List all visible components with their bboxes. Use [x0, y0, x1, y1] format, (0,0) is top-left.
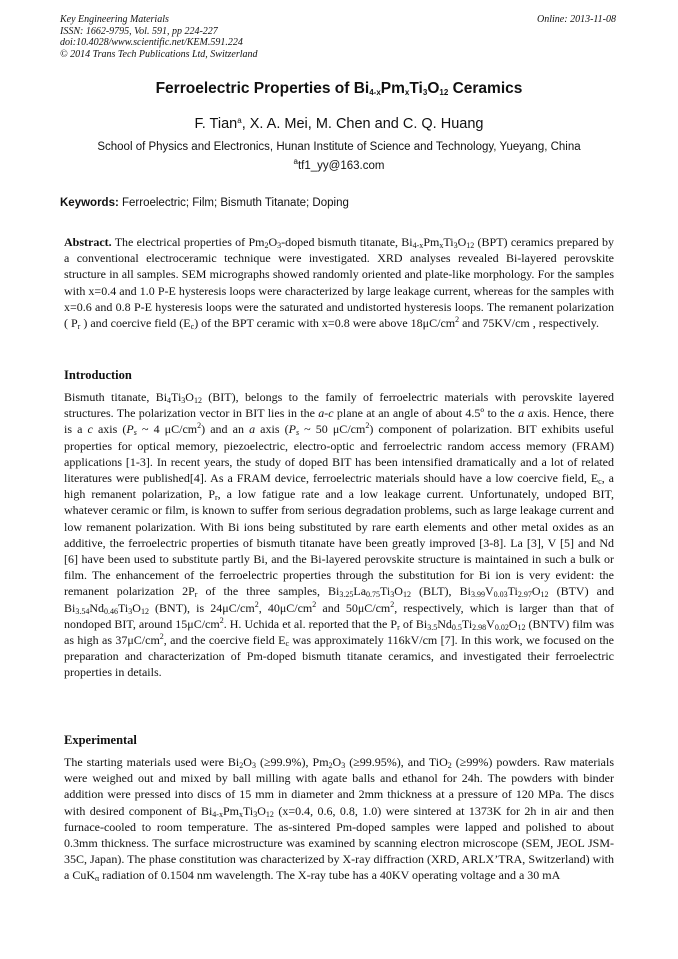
issn-line: ISSN: 1662-9795, Vol. 591, pp 224-227: [60, 25, 218, 37]
experimental-paragraph: The starting materials used were $Bi_2O_3$ (≥99.9%), $Pm_2O_3$ (≥99.95%), and TiO$_2$ (≥99%) powders. Raw materials were weighed out and mixed by ball milling with agate balls and ethanol for 24h. The powders with binder addition were pressed into discs of 15 mm in diameter and 2mm thickness at a pressure of 120 MPa. The discs with desired component of $Bi_{4-x}Pm_xTi_3O_{12}$ (x=0.4, 0.6, 0.8, 1.0) were sintered at 1373K for 2h in air and then furnace-cooled to room temperature. The as-sintered Pm-doped samples were lapped and polished to about 0.3mm thickness. The surface microstructure was examined by scanning electron microscope (SEM, JEOL JSM-35C, Japan). The phase constitution was characterized by X-ray diffraction (XRD, ARLX’TRA, Switzerland) with a CuK$_\alpha$ radiation of 0.1504 nm wavelength. The X-ray tube has a 40KV operating voltage and a 30 mA: [64, 755, 615, 884]
online-date: Online: 2013-11-08: [537, 14, 616, 25]
introduction-paragraph: Bismuth titanate, $Bi_4Ti_3O_{12}$ (BIT), belongs to the family of ferroelectric materials with perovskite layered structures. The polarization vector in BIT lies in the a-c plane at an angle of about 4.5º to the a axis. Hence, there is a c axis ($P_s$ ~ 4 $\mu C/cm^2$) and an a axis ($P_s$ ~ 50 $\mu C/cm^2$) component of polarization. BIT exhibits useful properties for optical memory, piezoelectric, electro-optic and ferroelectric random access memory (FRAM) applications [1-3]. In recent years, the study of doped BIT has been intensified dramatically and a lot of related literatures were published[4]. As a FRAM device, ferroelectric materials should have a low coercive field, $E_c$, a high remanent polarization, $P_r$, a low fatigue rate and a low leakage current. Unfortunately, undoped BIT, whatever ceramic or film, is known to suffer from serious degradation problems, such as large leakage current and low remanent polarization. With Bi ions being substituted by rare earth elements and other metal oxides as an additive, the ferroelectric properties of bismuth titanate have been greatly improved [3-8]. La [3], V [5] and Nd [6] have been used to substitute partly Bi, and the Bi-layered perovskite structure is maintained in such a bulk or film. The enhancement of the ferroelectric properties through the substitution for Bi ion is very evident: the remanent polarization $2P_r$ of the three samples, $Bi_{3.25}La_{0.75}Ti_3O_{12}$ (BLT), $Bi_{3.99}V_{0.03}Ti_{2.97}O_{12}$ (BTV) and $Bi_{3.54}Nd_{0.46}Ti_3O_{12}$ (BNT), is $24\mu C/cm^2$, $40\mu C/cm^2$ and $50\mu C/cm^2$, respectively, which is larger than that of nondoped BIT, around $15\mu C/cm^2$. H. Uchida et al. reported that the $P_r$ of $Bi_{3.5}Nd_{0.5}Ti_{2.98}V_{0.02}O_{12}$ (BNTV) film was as high as $37\mu C/cm^2$, and the coercive field $E_c$ was approximately 116kV/cm [7]. In this work, we focused on the preparation and characterization of Pm-doped bismuth titanate ceramics, and investigated their ferroelectric properties in details.: [64, 390, 615, 680]
doi-line: doi:10.4028/www.scientific.net/KEM.591.224: [60, 37, 243, 48]
keywords-text: Ferroelectric; Film; Bismuth Titanate; Doping: [118, 197, 349, 209]
abstract-text: The electrical properties of $Pm_2O_3$-doped bismuth titanate, $Bi_{4-x}Pm_xTi_3O_{12}$ (BPT) ceramics prepared by a conventional electroceramic technique were investigated. XRD analyses revealed Bi-layered perovskite structure in all samples. SEM micrographs showed randomly oriented and plate-like morphology. For the samples with x=0.4 and 1.0 P-E hysteresis loops were characterized by large leakage current, whereas for the samples with x=0.6 and 0.8 P-E hysteresis loops were the saturated and undistorted hysteresis loops. The remanent polarization ( $P_r$ ) and coercive field $(E_c)$ of the BPT ceramic with x=0.8 were above $18\mu C/cm^2$ and 75KV/cm , respectively.: [64, 235, 614, 332]
introduction-heading: Introduction: [64, 368, 132, 382]
experimental-heading: Experimental: [64, 733, 137, 747]
abstract-label: Abstract.: [64, 235, 112, 249]
keywords-line: [60, 197, 618, 209]
author-email[interactable]: $^a$tf1_yy@163.com: [293, 157, 385, 172]
paper-title: Ferroelectric Properties of $Bi_{4-x}Pm_xTi_3O_{12}$ Ceramics: [155, 80, 523, 97]
keywords-label: Keywords:: [60, 197, 119, 209]
journal-header: [60, 14, 258, 60]
affiliation: School of Physics and Electronics, Hunan Institute of Science and Technology, Yueyang, China: [97, 141, 581, 153]
author-list: F. Tian$^a$, X. A. Mei, M. Chen and C. Q. Huang: [194, 116, 484, 132]
copyright-line: © 2014 Trans Tech Publications Ltd, Switzerland: [60, 48, 258, 60]
abstract-paragraph: [64, 234, 614, 331]
journal-name: Key Engineering Materials: [60, 14, 169, 25]
